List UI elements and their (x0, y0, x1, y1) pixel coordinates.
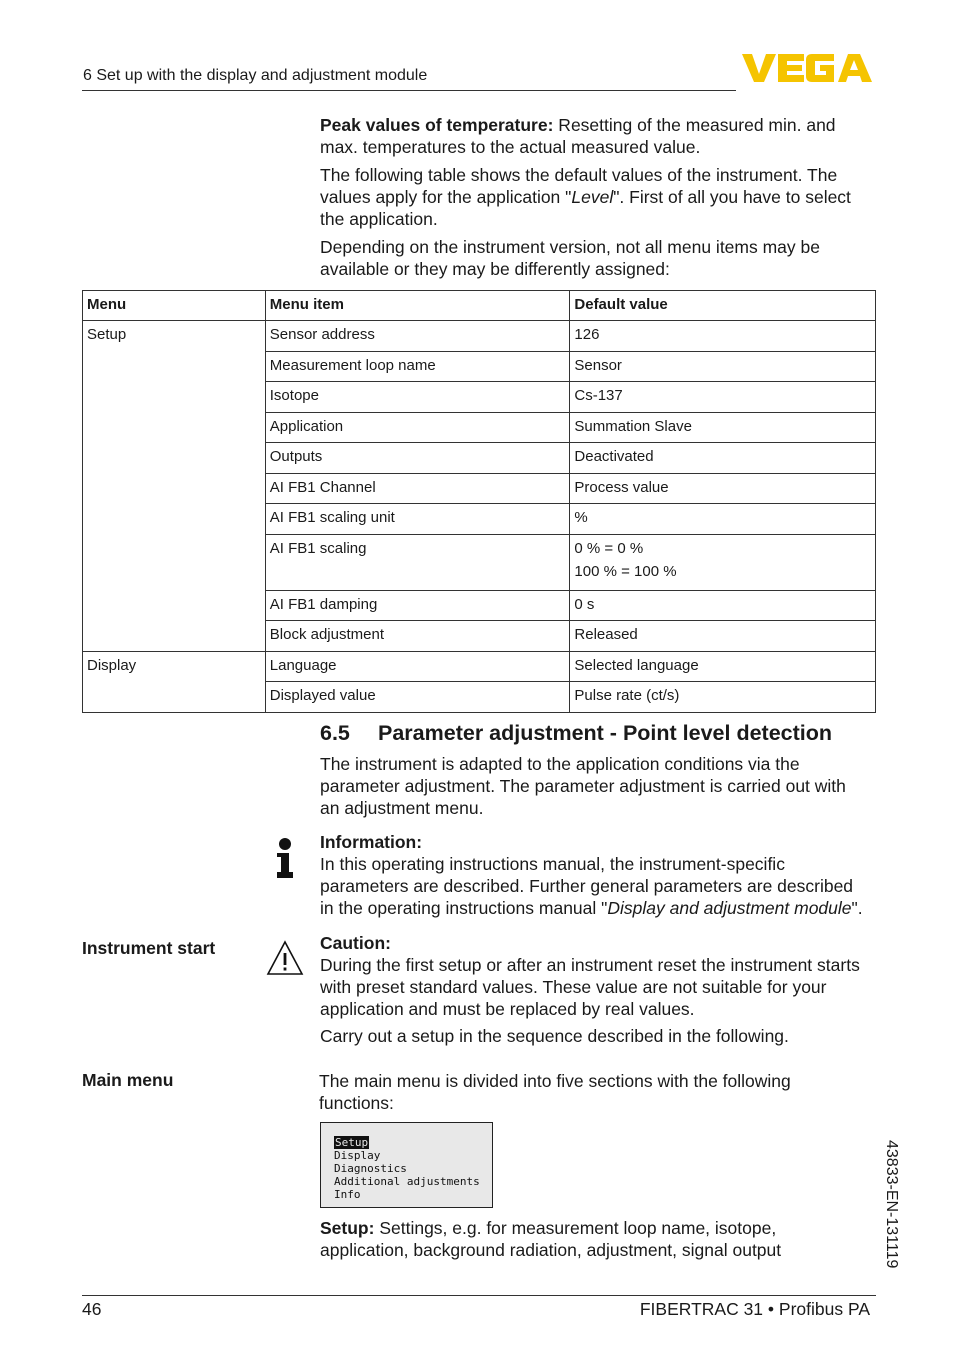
menu-cell (83, 473, 266, 504)
setup-label: Setup: (320, 1218, 375, 1238)
display-menu-item: Additional adjustments (334, 1175, 480, 1188)
table-row (83, 443, 876, 474)
variant-note-paragraph: Depending on the instrument version, not all menu items may be available or they may be differently assigned: (320, 237, 820, 279)
menu-cell: Display (83, 651, 266, 682)
information-block (320, 831, 868, 919)
information-icon (274, 838, 296, 880)
table-header-row (83, 291, 876, 321)
caution-block (320, 932, 875, 1020)
menu-item-cell: Sensor address (265, 321, 570, 352)
menu-item-cell: Application (265, 412, 570, 443)
display-menu-item: Info (334, 1188, 361, 1201)
menu-cell (83, 412, 266, 443)
table-row (83, 382, 876, 413)
table-row (83, 351, 876, 382)
menu-cell (83, 621, 266, 652)
default-value-cell: Process value (570, 473, 876, 504)
setup-description (320, 1217, 865, 1261)
table-row (83, 682, 876, 713)
menu-cell (83, 382, 266, 413)
table-row (83, 621, 876, 652)
footer-rule (82, 1295, 876, 1296)
default-value-cell: 0 s (570, 590, 876, 621)
menu-item-cell: AI FB1 scaling (265, 534, 570, 590)
running-header: 6 Set up with the display and adjustment module (83, 67, 428, 84)
display-menu-item-selected: Setup (335, 1136, 369, 1149)
warning-triangle-icon (266, 940, 304, 976)
menu-item-cell: Outputs (265, 443, 570, 474)
document-code: 43833-EN-131119 (883, 1140, 900, 1269)
header-rule (82, 90, 736, 91)
section-title: Parameter adjustment - Point level detection (378, 721, 833, 745)
table-row (83, 321, 876, 352)
display-menu-item: Display (334, 1149, 381, 1162)
menu-item-cell: Measurement loop name (265, 351, 570, 382)
display-menu-item (334, 1136, 480, 1149)
default-value-cell: % (570, 504, 876, 535)
default-value-cell: Sensor (570, 351, 876, 382)
vega-logo (742, 50, 872, 86)
section-number: 6.5 (320, 721, 350, 745)
main-menu-label: Main menu (82, 1070, 174, 1090)
menu-cell (83, 443, 266, 474)
menu-cell: Setup (83, 321, 266, 352)
information-label: Information: (320, 832, 423, 852)
default-value-line: 100 % = 100 % (574, 562, 677, 580)
caution-label: Caution: (320, 933, 391, 953)
menu-cell (83, 590, 266, 621)
menu-cell (83, 682, 266, 713)
setup-sequence-text: Carry out a setup in the sequence described in the following. (320, 1026, 789, 1046)
section-body: The instrument is adapted to the application conditions via the parameter adjustment. The parameter adjustment is carried out with an adjustment menu. (320, 754, 846, 818)
menu-item-cell: Displayed value (265, 682, 570, 713)
table-intro-paragraph (320, 164, 865, 230)
column-header-menu-item: Menu item (265, 291, 570, 321)
information-text-1: In this operating instructions manual, the instrument-specific parameters are described. Further general parameters are described in the operating instructions manual " (320, 854, 854, 918)
column-header-menu: Menu (83, 291, 266, 321)
menu-item-cell: AI FB1 Channel (265, 473, 570, 504)
default-value-cell: Deactivated (570, 443, 876, 474)
caution-text: During the first setup or after an instrument reset the instrument starts with preset standard values. These value are not suitable for your application and must be replaced by real values. (320, 955, 860, 1019)
table-intro-text-2: ". First of all you have to select the application. (320, 187, 851, 229)
table-row (83, 651, 876, 682)
peak-values-paragraph (320, 114, 865, 158)
table-row (83, 590, 876, 621)
default-value-cell: Selected language (570, 651, 876, 682)
default-value-cell: 126 (570, 321, 876, 352)
table-row (83, 473, 876, 504)
default-value-cell: Cs-137 (570, 382, 876, 413)
information-manual-title: Display and adjustment module (607, 898, 852, 918)
setup-text: Settings, e.g. for measurement loop name, isotope, application, background radiation, adjustment, signal output (320, 1218, 782, 1260)
menu-item-cell: Isotope (265, 382, 570, 413)
menu-item-cell: Block adjustment (265, 621, 570, 652)
table-row (83, 412, 876, 443)
menu-cell (83, 351, 266, 382)
peak-values-label: Peak values of temperature: (320, 115, 554, 135)
main-menu-text: The main menu is divided into five sections with the following functions: (319, 1071, 791, 1113)
table-intro-application: Level (571, 187, 614, 207)
product-name: FIBERTRAC 31 • Profibus PA (639, 1299, 870, 1319)
menu-cell (83, 534, 266, 590)
column-header-default-value: Default value (570, 291, 876, 321)
display-menu-item: Diagnostics (334, 1162, 407, 1175)
instrument-start-label: Instrument start (82, 938, 216, 958)
default-value-cell (570, 534, 876, 590)
page-number: 46 (82, 1299, 102, 1319)
menu-item-cell: AI FB1 damping (265, 590, 570, 621)
menu-item-cell: AI FB1 scaling unit (265, 504, 570, 535)
menu-cell (83, 504, 266, 535)
default-values-table (82, 290, 876, 713)
default-value-cell: Released (570, 621, 876, 652)
table-intro-text-1: The following table shows the default values of the instrument. The values apply for the application " (320, 165, 838, 207)
table-row (83, 504, 876, 535)
table-row (83, 534, 876, 590)
default-value-line: 0 % = 0 % (574, 539, 644, 557)
default-value-cell: Pulse rate (ct/s) (570, 682, 876, 713)
default-value-cell: Summation Slave (570, 412, 876, 443)
display-menu-list (334, 1136, 480, 1201)
section-heading (320, 721, 832, 746)
display-screenshot (320, 1122, 493, 1208)
menu-item-cell: Language (265, 651, 570, 682)
peak-values-text: Resetting of the measured min. and max. temperatures to the actual measured value. (320, 115, 836, 157)
information-text-2: ". (851, 898, 863, 918)
